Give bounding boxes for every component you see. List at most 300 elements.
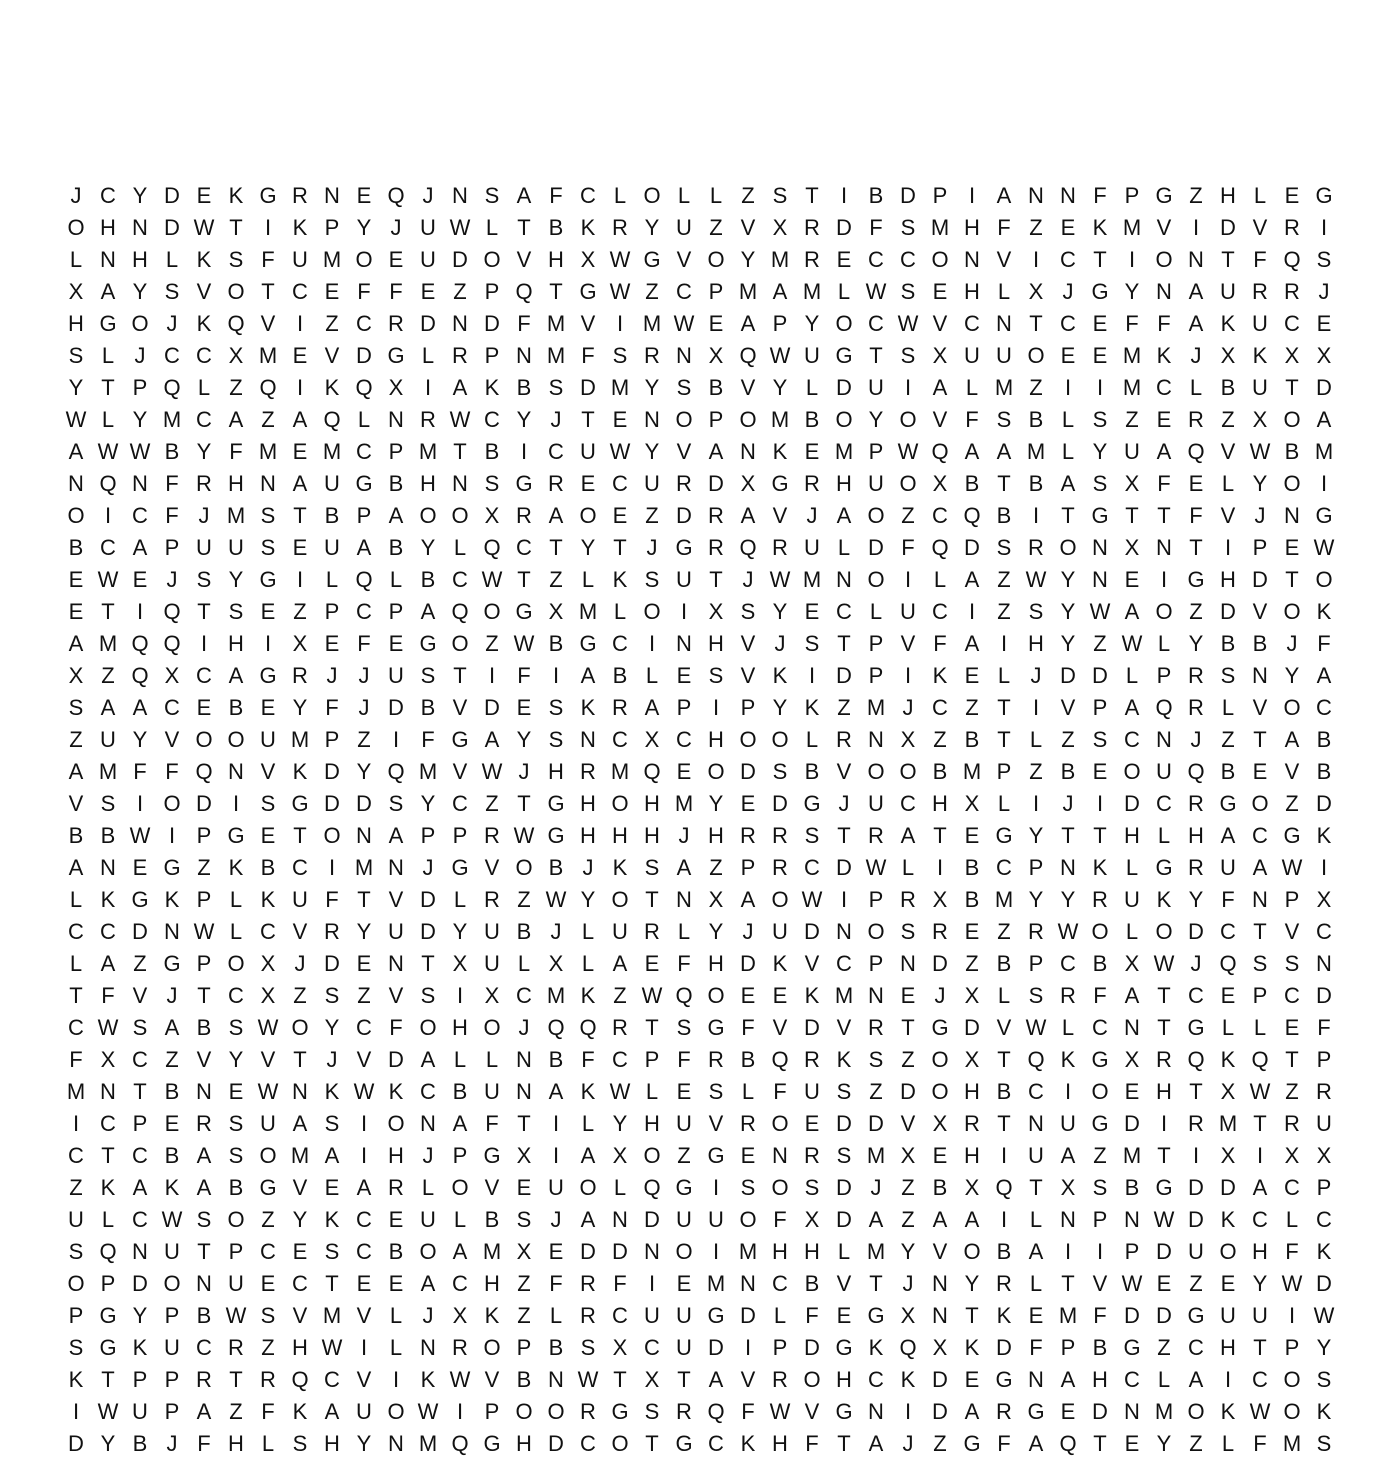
letter-cell[interactable]: E: [1220, 983, 1236, 1008]
letter-cell[interactable]: B: [932, 1175, 948, 1200]
letter-cell[interactable]: W: [769, 343, 791, 368]
letter-cell[interactable]: Q: [995, 1175, 1013, 1200]
letter-cell[interactable]: B: [1124, 1175, 1140, 1200]
letter-cell[interactable]: V: [1252, 599, 1268, 624]
letter-cell[interactable]: P: [868, 951, 884, 976]
letter-cell[interactable]: I: [936, 855, 944, 880]
letter-cell[interactable]: G: [835, 343, 853, 368]
letter-cell[interactable]: K: [292, 1399, 308, 1424]
letter-cell[interactable]: B: [740, 1047, 756, 1072]
letter-cell[interactable]: D: [1188, 919, 1204, 944]
letter-cell[interactable]: T: [1029, 311, 1043, 336]
letter-cell[interactable]: V: [740, 215, 756, 240]
letter-cell[interactable]: B: [964, 855, 980, 880]
letter-cell[interactable]: T: [1157, 1015, 1171, 1040]
letter-cell[interactable]: E: [708, 311, 724, 336]
letter-cell[interactable]: O: [1283, 1399, 1301, 1424]
letter-cell[interactable]: K: [1220, 311, 1236, 336]
letter-cell[interactable]: Z: [645, 279, 659, 304]
letter-cell[interactable]: A: [324, 1399, 340, 1424]
letter-cell[interactable]: K: [772, 951, 788, 976]
letter-cell[interactable]: J: [166, 311, 178, 336]
letter-cell[interactable]: T: [709, 567, 723, 592]
letter-cell[interactable]: I: [264, 215, 272, 240]
letter-cell[interactable]: Z: [1029, 759, 1043, 784]
letter-cell[interactable]: R: [484, 887, 500, 912]
letter-cell[interactable]: B: [196, 1303, 212, 1328]
letter-cell[interactable]: H: [804, 1239, 820, 1264]
letter-cell[interactable]: P: [324, 215, 340, 240]
letter-cell[interactable]: M: [866, 1143, 886, 1168]
letter-cell[interactable]: F: [741, 1015, 755, 1040]
letter-cell[interactable]: T: [133, 1079, 147, 1104]
letter-cell[interactable]: N: [100, 855, 116, 880]
letter-cell[interactable]: G: [611, 1399, 629, 1424]
letter-cell[interactable]: W: [1121, 631, 1143, 656]
letter-cell[interactable]: P: [868, 887, 884, 912]
letter-cell[interactable]: C: [932, 599, 948, 624]
letter-cell[interactable]: Q: [1187, 1047, 1205, 1072]
letter-cell[interactable]: A: [100, 695, 116, 720]
letter-cell[interactable]: X: [708, 343, 724, 368]
letter-cell[interactable]: D: [740, 1303, 756, 1328]
letter-cell[interactable]: L: [101, 1207, 115, 1232]
letter-cell[interactable]: K: [132, 1335, 148, 1360]
letter-cell[interactable]: E: [68, 567, 84, 592]
letter-cell[interactable]: B: [612, 663, 628, 688]
letter-cell[interactable]: G: [675, 535, 693, 560]
letter-cell[interactable]: D: [900, 183, 916, 208]
letter-cell[interactable]: S: [68, 343, 84, 368]
letter-cell[interactable]: W: [545, 887, 567, 912]
letter-cell[interactable]: L: [1029, 1271, 1043, 1296]
letter-cell[interactable]: E: [1284, 183, 1300, 208]
letter-cell[interactable]: I: [744, 1335, 752, 1360]
letter-cell[interactable]: J: [166, 1431, 178, 1456]
letter-cell[interactable]: V: [356, 1303, 372, 1328]
letter-cell[interactable]: J: [742, 567, 754, 592]
letter-cell[interactable]: J: [550, 919, 562, 944]
letter-cell[interactable]: D: [996, 1335, 1012, 1360]
letter-cell[interactable]: A: [420, 1271, 436, 1296]
letter-cell[interactable]: U: [804, 535, 820, 560]
letter-cell[interactable]: X: [1316, 343, 1332, 368]
letter-cell[interactable]: V: [292, 1303, 308, 1328]
letter-cell[interactable]: D: [324, 951, 340, 976]
letter-cell[interactable]: S: [228, 599, 244, 624]
letter-cell[interactable]: N: [420, 1335, 436, 1360]
letter-cell[interactable]: P: [996, 759, 1012, 784]
letter-cell[interactable]: Y: [900, 1239, 916, 1264]
letter-cell[interactable]: B: [932, 759, 948, 784]
letter-cell[interactable]: Y: [324, 1015, 340, 1040]
letter-cell[interactable]: T: [101, 1143, 115, 1168]
letter-cell[interactable]: A: [516, 183, 532, 208]
letter-cell[interactable]: Q: [643, 759, 661, 784]
letter-cell[interactable]: Y: [612, 1111, 628, 1136]
letter-cell[interactable]: W: [513, 631, 535, 656]
letter-cell[interactable]: E: [1156, 407, 1172, 432]
letter-cell[interactable]: P: [772, 1335, 788, 1360]
letter-cell[interactable]: A: [1028, 1431, 1044, 1456]
letter-cell[interactable]: P: [452, 1143, 468, 1168]
letter-cell[interactable]: O: [1091, 919, 1109, 944]
letter-cell[interactable]: X: [388, 375, 404, 400]
letter-cell[interactable]: K: [1316, 823, 1332, 848]
letter-cell[interactable]: P: [164, 1303, 180, 1328]
letter-cell[interactable]: T: [837, 631, 851, 656]
letter-cell[interactable]: H: [580, 791, 596, 816]
letter-cell[interactable]: T: [549, 535, 563, 560]
letter-cell[interactable]: F: [677, 1047, 691, 1072]
letter-cell[interactable]: O: [291, 1015, 309, 1040]
letter-cell[interactable]: Z: [997, 567, 1011, 592]
letter-cell[interactable]: I: [264, 631, 272, 656]
letter-cell[interactable]: T: [645, 1431, 659, 1456]
letter-cell[interactable]: Z: [261, 1335, 275, 1360]
letter-cell[interactable]: I: [136, 599, 144, 624]
letter-cell[interactable]: N: [1028, 183, 1044, 208]
letter-cell[interactable]: P: [452, 823, 468, 848]
letter-cell[interactable]: X: [68, 663, 84, 688]
letter-cell[interactable]: O: [899, 759, 917, 784]
letter-cell[interactable]: L: [101, 407, 115, 432]
letter-cell[interactable]: G: [259, 663, 277, 688]
letter-cell[interactable]: N: [420, 1111, 436, 1136]
letter-cell[interactable]: F: [261, 247, 275, 272]
letter-cell[interactable]: N: [1252, 887, 1268, 912]
letter-cell[interactable]: U: [548, 1175, 564, 1200]
letter-cell[interactable]: M: [802, 567, 822, 592]
letter-cell[interactable]: O: [675, 407, 693, 432]
letter-cell[interactable]: K: [1092, 855, 1108, 880]
letter-cell[interactable]: T: [1221, 247, 1235, 272]
letter-cell[interactable]: L: [1285, 1207, 1299, 1232]
letter-cell[interactable]: M: [290, 727, 310, 752]
letter-cell[interactable]: D: [580, 375, 596, 400]
letter-cell[interactable]: T: [1093, 1431, 1107, 1456]
letter-cell[interactable]: O: [387, 1111, 405, 1136]
letter-cell[interactable]: H: [644, 791, 660, 816]
letter-cell[interactable]: P: [132, 1111, 148, 1136]
letter-cell[interactable]: E: [68, 599, 84, 624]
letter-cell[interactable]: G: [995, 1367, 1013, 1392]
letter-cell[interactable]: I: [456, 1399, 464, 1424]
letter-cell[interactable]: X: [964, 1175, 980, 1200]
letter-cell[interactable]: Q: [1059, 1431, 1077, 1456]
letter-cell[interactable]: U: [1124, 887, 1140, 912]
letter-cell[interactable]: S: [676, 1015, 692, 1040]
letter-cell[interactable]: S: [772, 759, 788, 784]
letter-cell[interactable]: C: [100, 1111, 116, 1136]
letter-cell[interactable]: N: [1060, 183, 1076, 208]
letter-cell[interactable]: P: [1092, 1207, 1108, 1232]
letter-cell[interactable]: R: [452, 1335, 468, 1360]
letter-cell[interactable]: Q: [931, 439, 949, 464]
letter-cell[interactable]: M: [66, 1079, 86, 1104]
letter-cell[interactable]: Q: [259, 375, 277, 400]
letter-cell[interactable]: Z: [709, 215, 723, 240]
letter-cell[interactable]: X: [1124, 951, 1140, 976]
letter-cell[interactable]: Y: [1028, 823, 1044, 848]
letter-cell[interactable]: E: [196, 695, 212, 720]
letter-cell[interactable]: Z: [325, 311, 339, 336]
letter-cell[interactable]: C: [804, 855, 820, 880]
letter-cell[interactable]: Z: [261, 407, 275, 432]
letter-cell[interactable]: N: [1316, 951, 1332, 976]
letter-cell[interactable]: Z: [101, 663, 115, 688]
letter-cell[interactable]: B: [964, 471, 980, 496]
letter-cell[interactable]: O: [163, 1271, 181, 1296]
letter-cell[interactable]: X: [548, 951, 564, 976]
letter-cell[interactable]: J: [1254, 503, 1266, 528]
letter-cell[interactable]: M: [322, 247, 342, 272]
letter-cell[interactable]: D: [804, 1015, 820, 1040]
letter-cell[interactable]: Y: [356, 919, 372, 944]
letter-cell[interactable]: V: [1284, 919, 1300, 944]
letter-cell[interactable]: Q: [547, 1015, 565, 1040]
letter-cell[interactable]: B: [1220, 375, 1236, 400]
letter-cell[interactable]: T: [613, 1367, 627, 1392]
letter-cell[interactable]: H: [132, 247, 148, 272]
letter-cell[interactable]: L: [69, 247, 83, 272]
letter-cell[interactable]: C: [548, 439, 564, 464]
letter-cell[interactable]: D: [836, 855, 852, 880]
letter-cell[interactable]: V: [932, 311, 948, 336]
letter-cell[interactable]: L: [709, 183, 723, 208]
letter-cell[interactable]: G: [163, 951, 181, 976]
letter-cell[interactable]: F: [1029, 1335, 1043, 1360]
letter-cell[interactable]: P: [1124, 1239, 1140, 1264]
letter-cell[interactable]: N: [260, 471, 276, 496]
letter-cell[interactable]: L: [421, 343, 435, 368]
letter-cell[interactable]: Y: [228, 567, 244, 592]
letter-cell[interactable]: F: [1093, 1303, 1107, 1328]
letter-cell[interactable]: U: [1220, 855, 1236, 880]
letter-cell[interactable]: H: [1028, 631, 1044, 656]
letter-cell[interactable]: K: [996, 1303, 1012, 1328]
letter-cell[interactable]: L: [581, 567, 595, 592]
letter-cell[interactable]: K: [484, 375, 500, 400]
letter-cell[interactable]: E: [324, 279, 340, 304]
letter-cell[interactable]: F: [389, 1015, 403, 1040]
letter-cell[interactable]: L: [1221, 471, 1235, 496]
letter-cell[interactable]: B: [1028, 471, 1044, 496]
letter-cell[interactable]: X: [228, 343, 244, 368]
letter-cell[interactable]: G: [1155, 1175, 1173, 1200]
letter-cell[interactable]: B: [164, 1079, 180, 1104]
letter-cell[interactable]: T: [1285, 1047, 1299, 1072]
letter-cell[interactable]: S: [836, 1079, 852, 1104]
letter-cell[interactable]: R: [228, 1335, 244, 1360]
letter-cell[interactable]: Z: [901, 1207, 915, 1232]
letter-cell[interactable]: H: [228, 631, 244, 656]
letter-cell[interactable]: L: [165, 247, 179, 272]
letter-cell[interactable]: F: [581, 343, 595, 368]
letter-cell[interactable]: J: [518, 759, 530, 784]
letter-cell[interactable]: Y: [228, 1047, 244, 1072]
letter-cell[interactable]: C: [132, 1047, 148, 1072]
letter-cell[interactable]: D: [740, 951, 756, 976]
letter-cell[interactable]: I: [648, 1271, 656, 1296]
letter-cell[interactable]: U: [228, 1271, 244, 1296]
letter-cell[interactable]: X: [516, 1239, 532, 1264]
letter-cell[interactable]: G: [515, 599, 533, 624]
letter-cell[interactable]: F: [517, 663, 531, 688]
letter-cell[interactable]: O: [611, 791, 629, 816]
letter-cell[interactable]: U: [164, 1335, 180, 1360]
letter-cell[interactable]: P: [132, 1367, 148, 1392]
letter-cell[interactable]: W: [641, 983, 663, 1008]
letter-cell[interactable]: Y: [580, 535, 596, 560]
letter-cell[interactable]: R: [804, 1047, 820, 1072]
letter-cell[interactable]: I: [1256, 1143, 1264, 1168]
letter-cell[interactable]: B: [452, 1079, 468, 1104]
letter-cell[interactable]: K: [804, 695, 820, 720]
letter-cell[interactable]: Z: [517, 1271, 531, 1296]
letter-cell[interactable]: P: [388, 439, 404, 464]
letter-cell[interactable]: T: [293, 823, 307, 848]
letter-cell[interactable]: G: [259, 1175, 277, 1200]
letter-cell[interactable]: Z: [293, 599, 307, 624]
letter-cell[interactable]: D: [1316, 375, 1332, 400]
letter-cell[interactable]: S: [740, 599, 756, 624]
letter-cell[interactable]: E: [260, 1271, 276, 1296]
letter-cell[interactable]: K: [292, 759, 308, 784]
letter-cell[interactable]: B: [996, 503, 1012, 528]
letter-cell[interactable]: A: [580, 663, 596, 688]
letter-cell[interactable]: C: [1156, 375, 1172, 400]
letter-cell[interactable]: G: [1315, 503, 1333, 528]
letter-cell[interactable]: O: [739, 407, 757, 432]
letter-cell[interactable]: X: [100, 1047, 116, 1072]
letter-cell[interactable]: O: [739, 1207, 757, 1232]
letter-cell[interactable]: N: [516, 343, 532, 368]
letter-cell[interactable]: V: [164, 727, 180, 752]
letter-cell[interactable]: S: [1316, 1367, 1332, 1392]
letter-cell[interactable]: C: [612, 1047, 628, 1072]
letter-cell[interactable]: E: [1092, 343, 1108, 368]
letter-cell[interactable]: A: [932, 375, 948, 400]
letter-cell[interactable]: L: [453, 1047, 467, 1072]
letter-cell[interactable]: X: [964, 983, 980, 1008]
letter-cell[interactable]: O: [1155, 247, 1173, 272]
letter-cell[interactable]: T: [261, 279, 275, 304]
letter-cell[interactable]: Z: [1189, 183, 1203, 208]
letter-cell[interactable]: K: [900, 1367, 916, 1392]
letter-cell[interactable]: A: [1060, 1367, 1076, 1392]
letter-cell[interactable]: B: [228, 695, 244, 720]
letter-cell[interactable]: L: [517, 951, 531, 976]
letter-cell[interactable]: A: [196, 1175, 212, 1200]
letter-cell[interactable]: X: [452, 1303, 468, 1328]
letter-cell[interactable]: K: [324, 375, 340, 400]
letter-cell[interactable]: H: [708, 631, 724, 656]
letter-cell[interactable]: X: [516, 1143, 532, 1168]
letter-cell[interactable]: A: [420, 599, 436, 624]
letter-cell[interactable]: L: [805, 727, 819, 752]
letter-cell[interactable]: B: [1060, 759, 1076, 784]
letter-cell[interactable]: N: [996, 311, 1012, 336]
letter-cell[interactable]: F: [1253, 1431, 1267, 1456]
letter-cell[interactable]: U: [900, 599, 916, 624]
letter-cell[interactable]: K: [228, 183, 244, 208]
letter-cell[interactable]: X: [932, 471, 948, 496]
letter-cell[interactable]: X: [548, 599, 564, 624]
letter-cell[interactable]: S: [900, 279, 916, 304]
letter-cell[interactable]: G: [995, 823, 1013, 848]
letter-cell[interactable]: T: [1061, 503, 1075, 528]
letter-cell[interactable]: N: [132, 1239, 148, 1264]
letter-cell[interactable]: V: [676, 439, 692, 464]
letter-cell[interactable]: X: [1220, 1079, 1236, 1104]
letter-cell[interactable]: C: [68, 919, 84, 944]
letter-cell[interactable]: O: [1091, 1079, 1109, 1104]
letter-cell[interactable]: W: [97, 1399, 119, 1424]
letter-cell[interactable]: C: [932, 695, 948, 720]
letter-cell[interactable]: I: [1128, 247, 1136, 272]
letter-cell[interactable]: T: [453, 663, 467, 688]
letter-cell[interactable]: V: [324, 343, 340, 368]
letter-cell[interactable]: G: [99, 311, 117, 336]
letter-cell[interactable]: A: [708, 1367, 724, 1392]
letter-cell[interactable]: Z: [261, 1207, 275, 1232]
letter-cell[interactable]: P: [932, 183, 948, 208]
letter-cell[interactable]: U: [1252, 1303, 1268, 1328]
letter-cell[interactable]: U: [676, 1303, 692, 1328]
letter-cell[interactable]: C: [196, 407, 212, 432]
letter-cell[interactable]: G: [675, 1175, 693, 1200]
letter-cell[interactable]: G: [707, 1015, 725, 1040]
letter-cell[interactable]: W: [481, 567, 503, 592]
letter-cell[interactable]: J: [678, 823, 690, 848]
letter-cell[interactable]: U: [644, 1303, 660, 1328]
letter-cell[interactable]: F: [165, 759, 179, 784]
letter-cell[interactable]: G: [259, 567, 277, 592]
letter-cell[interactable]: I: [1032, 791, 1040, 816]
letter-cell[interactable]: S: [580, 1335, 596, 1360]
letter-cell[interactable]: C: [260, 1239, 276, 1264]
letter-cell[interactable]: D: [420, 919, 436, 944]
letter-cell[interactable]: T: [517, 215, 531, 240]
letter-cell[interactable]: S: [260, 535, 276, 560]
letter-cell[interactable]: X: [804, 1207, 820, 1232]
letter-cell[interactable]: D: [964, 535, 980, 560]
letter-cell[interactable]: O: [67, 1271, 85, 1296]
letter-cell[interactable]: B: [516, 919, 532, 944]
letter-cell[interactable]: E: [1316, 311, 1332, 336]
letter-cell[interactable]: O: [579, 503, 597, 528]
letter-cell[interactable]: Y: [132, 727, 148, 752]
letter-cell[interactable]: A: [228, 407, 244, 432]
letter-cell[interactable]: H: [612, 823, 628, 848]
letter-cell[interactable]: F: [1221, 887, 1235, 912]
letter-cell[interactable]: G: [1315, 183, 1333, 208]
letter-cell[interactable]: K: [1092, 215, 1108, 240]
letter-cell[interactable]: E: [772, 983, 788, 1008]
letter-cell[interactable]: K: [804, 983, 820, 1008]
letter-cell[interactable]: T: [517, 567, 531, 592]
letter-cell[interactable]: S: [1284, 951, 1300, 976]
letter-cell[interactable]: X: [612, 1143, 628, 1168]
letter-cell[interactable]: O: [579, 1175, 597, 1200]
letter-cell[interactable]: U: [612, 919, 628, 944]
letter-cell[interactable]: A: [228, 663, 244, 688]
letter-cell[interactable]: L: [1029, 727, 1043, 752]
letter-cell[interactable]: N: [868, 1399, 884, 1424]
letter-cell[interactable]: U: [484, 919, 500, 944]
letter-cell[interactable]: L: [997, 983, 1011, 1008]
